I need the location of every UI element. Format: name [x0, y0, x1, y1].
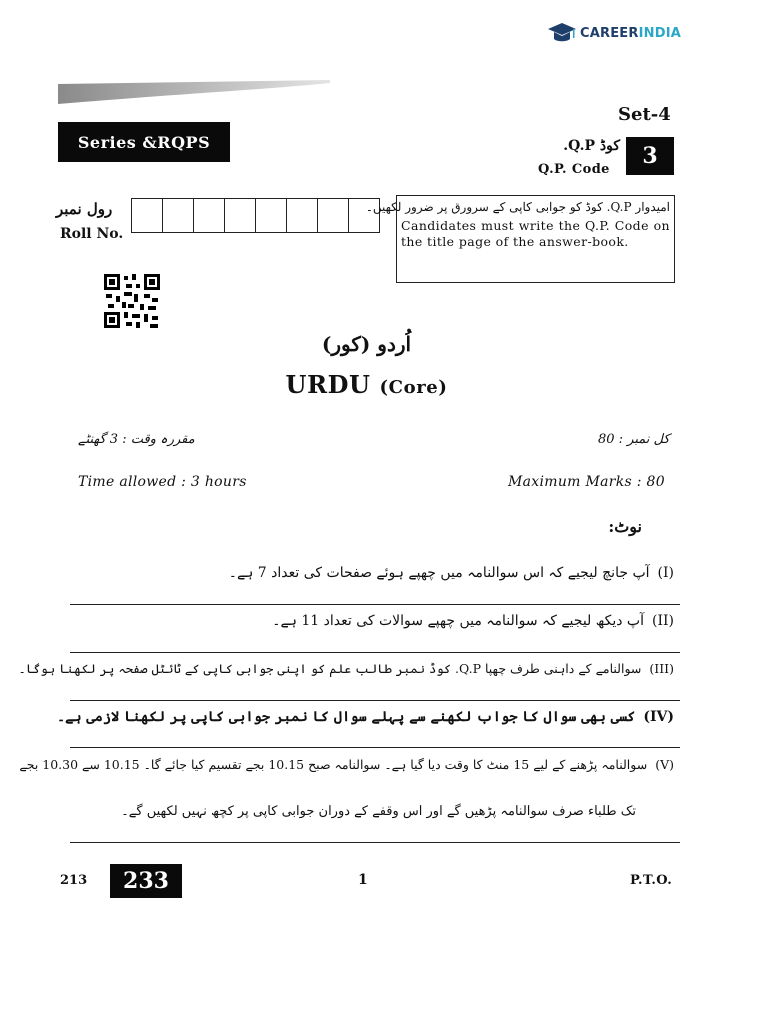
- roll-digit-box[interactable]: [132, 199, 163, 232]
- instruction-item: (I)آپ جانچ لیجیے کہ اس سوالنامہ میں چھپے ہوئے صفحات کی تعداد 7 ہے۔: [228, 565, 674, 581]
- note-heading: نوٹ:: [608, 517, 642, 536]
- roll-digit-box[interactable]: [287, 199, 318, 232]
- notice-urdu-text: امیدوار Q.P. کوڈ کو جوابی کاپی کے سرورق پر ضرور لکھیں۔: [365, 200, 670, 214]
- graduation-cap-icon: [548, 21, 576, 45]
- page-number: 1: [358, 872, 368, 888]
- careerindia-logo: [548, 18, 681, 48]
- set-label: Set-4: [618, 104, 671, 125]
- roll-number-boxes[interactable]: [131, 198, 380, 233]
- roll-urdu-label: رول نمبر: [56, 200, 113, 218]
- roll-digit-box[interactable]: [225, 199, 256, 232]
- instruction-item: (V)سوالنامہ پڑھنے کے لیے 15 منٹ کا وقت دیا گیا ہے۔ سوالنامہ صبح 10.15 بجے تقسیم کیا جائے گا۔ 10.15 سے 10.30 بجے: [19, 757, 674, 772]
- divider: [70, 604, 680, 605]
- instruction-item: (IV)کسی بھی سوال کا جواب لکھنے سے پہلے سوال کا نمبر جوابی کاپی پر لکھنا لازمی ہے۔: [56, 709, 674, 725]
- instruction-item: (III)سوالنامے کے داہنی طرف چھپا Q.P. کوڈ نمبر طالب علم کو اپنی جوابی کاپی کے ٹائٹل صفحہ پر لکھنا ہوگا۔: [18, 661, 674, 676]
- pto-label: P.T.O.: [630, 873, 673, 888]
- time-allowed-english: Time allowed : 3 hours: [78, 474, 247, 490]
- logo-text: CAREERINDIA: [580, 25, 681, 41]
- divider: [70, 700, 680, 701]
- title-urdu: اُردو (کور): [321, 332, 412, 356]
- divider: [70, 747, 680, 748]
- footer-code: 213: [60, 873, 88, 888]
- instruction-item: (II)آپ دیکھ لیجیے کہ سوالنامہ میں چھپے سوالات کی تعداد 11 ہے۔: [272, 613, 674, 629]
- max-marks-urdu: کل نمبر : 80: [598, 432, 670, 447]
- roll-digit-box[interactable]: [163, 199, 194, 232]
- qp-urdu-label: کوڈ Q.P.: [563, 138, 620, 154]
- max-marks-english: Maximum Marks : 80: [508, 474, 665, 490]
- candidate-notice-box: [365, 195, 675, 283]
- qr-code-icon: [104, 274, 160, 328]
- header-swoosh: [58, 80, 330, 106]
- divider: [70, 652, 680, 653]
- series-badge: Series &RQPS: [58, 122, 230, 162]
- notice-english-text: Candidates must write the Q.P. Code on the title page of the answer-book.: [401, 218, 670, 249]
- qp-code-box: 3: [626, 137, 674, 175]
- footer-paper-number: 233: [110, 864, 182, 898]
- time-allowed-urdu: مقررہ وقت : 3 گھنٹے: [78, 432, 195, 447]
- instruction-item-continued: تک طلباء صرف سوالنامہ پڑھیں گے اور اس وقفے کے دوران جوابی کاپی پر کچھ نہیں لکھیں گے۔: [121, 804, 636, 819]
- roll-english-label: Roll No.: [60, 226, 124, 242]
- title-english: URDU (Core): [285, 370, 448, 399]
- divider: [70, 842, 680, 843]
- roll-digit-box[interactable]: [256, 199, 287, 232]
- roll-digit-box[interactable]: [194, 199, 225, 232]
- roll-digit-box[interactable]: [318, 199, 349, 232]
- qp-code-label: Q.P. Code: [538, 162, 610, 177]
